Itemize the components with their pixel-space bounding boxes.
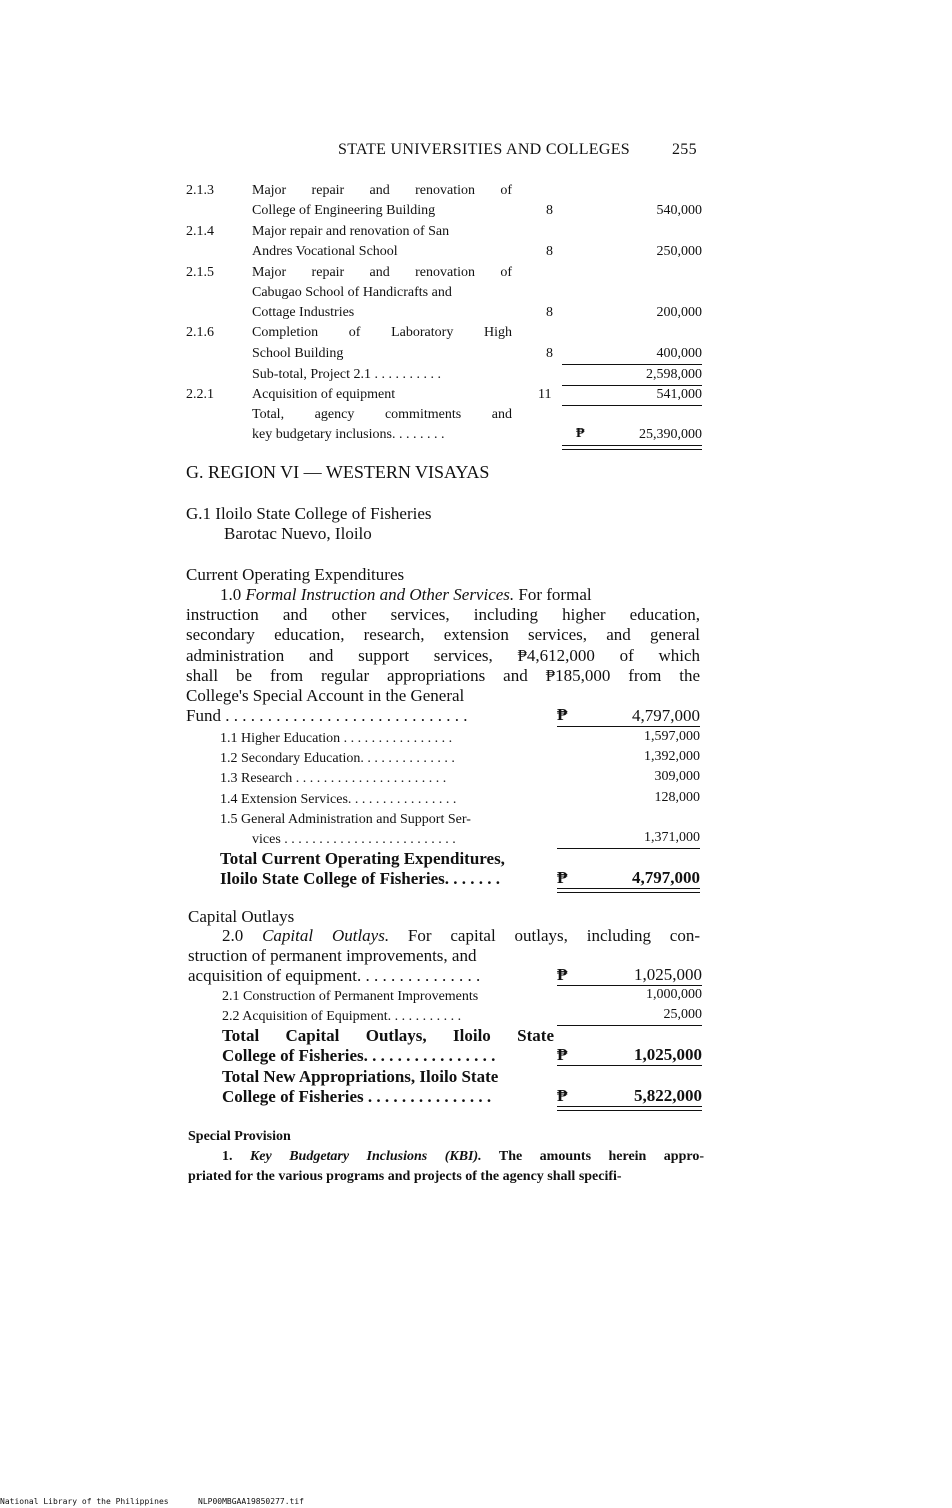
total-amount: 4,797,000 — [632, 868, 700, 887]
breakdown-item: 1.4 Extension Services. . . . . . . . . . . . . . . . — [220, 792, 457, 807]
paragraph-line: administration and support services, ₱4,612,000 of which — [186, 646, 700, 665]
paragraph-line: secondary education, research, extension services, and general — [186, 625, 700, 644]
underline — [562, 364, 702, 365]
item-class: 8 — [546, 244, 553, 259]
paragraph-line: instruction and other services, including higher education, — [186, 605, 700, 624]
item-code: 2.1.5 — [186, 265, 214, 280]
breakdown-amount: 1,371,000 — [644, 830, 700, 845]
running-title: STATE UNIVERSITIES AND COLLEGES — [338, 141, 631, 158]
acquisition-label: acquisition of equipment. . . . . . . . . . . . . . . — [188, 966, 481, 985]
paragraph-title: Key Budgetary Inclusions (KBI). — [249, 1149, 482, 1164]
underline — [562, 385, 702, 386]
paragraph-text: For formal — [514, 585, 592, 604]
item-desc: Major repair and renovation of San — [252, 224, 450, 239]
breakdown-amount: 1,597,000 — [644, 729, 700, 744]
breakdown-item: vices . . . . . . . . . . . . . . . . . . . . . . . . . — [252, 832, 456, 847]
paragraph-text: The amounts herein appro- — [481, 1149, 704, 1164]
total-label: College of Fisheries. . . . . . . . . . . . . . . . — [222, 1046, 496, 1065]
section-heading: Current Operating Expenditures — [186, 565, 405, 584]
acquisition-amount: 1,025,000 — [634, 965, 702, 984]
breakdown-item: 1.3 Research . . . . . . . . . . . . . . . . . . . . . . — [220, 771, 447, 786]
item-class: 11 — [538, 387, 552, 402]
breakdown-item: 2.2 Acquisition of Equipment. . . . . . . . . . . — [222, 1009, 462, 1024]
item-class: 8 — [546, 305, 553, 320]
item-amount: 400,000 — [656, 346, 702, 361]
breakdown-amount: 309,000 — [654, 769, 700, 784]
peso-sign: ₱ — [557, 1045, 568, 1064]
region-heading: G. REGION VI — WESTERN VISAYAS — [186, 462, 490, 482]
item-amount: 540,000 — [656, 203, 702, 218]
new-appropriations-label: Total New Appropriations, Iloilo State — [222, 1067, 499, 1086]
peso-sign: ₱ — [557, 965, 568, 984]
item-desc: Major repair and renovation of — [252, 183, 512, 198]
paragraph-line: College's Special Account in the General — [186, 686, 465, 705]
college-location: Barotac Nuevo, Iloilo — [224, 524, 372, 543]
paragraph-number: 1.0 — [220, 585, 246, 604]
breakdown-amount: 1,000,000 — [646, 987, 702, 1002]
total-label: Total Capital Outlays, Iloilo State — [222, 1026, 554, 1045]
underline — [557, 985, 702, 986]
breakdown-amount: 1,392,000 — [644, 749, 700, 764]
scan-footer-filename: NLP00MBGAA19850277.tif — [198, 1497, 304, 1506]
total-label: Total, agency commitments and — [252, 407, 512, 422]
underline — [557, 848, 700, 849]
paragraph-line: priated for the various programs and projects of the agency shall specifi- — [188, 1169, 622, 1184]
underline — [562, 405, 702, 406]
paragraph-number: 2.0 — [222, 926, 263, 945]
item-code: 2.1.4 — [186, 224, 214, 239]
breakdown-amount: 128,000 — [654, 790, 700, 805]
item-desc: School Building — [252, 346, 344, 361]
scan-footer-source: National Library of the Philippines — [0, 1497, 169, 1506]
paragraph-line — [222, 1149, 704, 1165]
total-amount: 25,390,000 — [639, 427, 702, 442]
fund-label: Fund . . . . . . . . . . . . . . . . . . . . . . . . . . . . . — [186, 706, 468, 725]
breakdown-amount: 25,000 — [663, 1007, 702, 1022]
paragraph-line: struction of permanent improvements, and — [188, 946, 477, 965]
item-desc: Acquisition of equipment — [252, 387, 396, 402]
double-underline — [557, 888, 700, 893]
double-underline — [562, 445, 702, 450]
item-code: 2.1.3 — [186, 183, 214, 198]
item-desc: Completion of Laboratory High — [252, 325, 512, 340]
underline — [557, 1065, 702, 1066]
paragraph-title: Capital Outlays. — [262, 926, 390, 945]
breakdown-item: 1.2 Secondary Education. . . . . . . . . . . . . . — [220, 751, 455, 766]
item-amount: 541,000 — [656, 387, 702, 402]
breakdown-item: 1.5 General Administration and Support Ser- — [220, 812, 471, 827]
paragraph-text: For capital outlays, including con- — [389, 926, 700, 945]
total-label: Iloilo State College of Fisheries. . . . . . . — [220, 869, 500, 888]
item-code: 2.1.6 — [186, 325, 214, 340]
item-desc: Cottage Industries — [252, 305, 355, 320]
fund-amount: 4,797,000 — [632, 706, 700, 725]
page-number: 255 — [672, 141, 697, 158]
total-label: Total Current Operating Expenditures, — [220, 849, 505, 868]
new-appropriations-amount: 5,822,000 — [634, 1086, 702, 1105]
breakdown-item: 2.1 Construction of Permanent Improvements — [222, 989, 479, 1004]
double-underline — [557, 1106, 702, 1111]
new-appropriations-label: College of Fisheries . . . . . . . . . . . . . . . — [222, 1087, 492, 1106]
peso-sign: ₱ — [557, 705, 568, 724]
item-desc: Major repair and renovation of — [252, 265, 512, 280]
item-code: 2.2.1 — [186, 387, 214, 402]
total-amount: 1,025,000 — [634, 1045, 702, 1064]
item-class: 8 — [546, 203, 553, 218]
paragraph-line: shall be from regular appropriations and ₱185,000 from the — [186, 666, 700, 685]
item-class: 8 — [546, 346, 553, 361]
paragraph-title: Formal Instruction and Other Services. — [245, 585, 515, 604]
total-label: key budgetary inclusions. . . . . . . . — [252, 427, 445, 442]
subtotal-amount: 2,598,000 — [646, 367, 702, 382]
section-heading: Capital Outlays — [188, 907, 295, 926]
item-amount: 250,000 — [656, 244, 702, 259]
peso-sign: ₱ — [557, 1086, 568, 1105]
item-amount: 200,000 — [656, 305, 702, 320]
paragraph-number: 1. — [222, 1149, 250, 1164]
item-desc: College of Engineering Building — [252, 203, 436, 218]
paragraph-line — [220, 585, 700, 605]
item-desc: Cabugao School of Handicrafts and — [252, 285, 452, 300]
college-name: G.1 Iloilo State College of Fisheries — [186, 504, 432, 523]
section-heading: Special Provision — [188, 1129, 291, 1144]
subtotal-label: Sub-total, Project 2.1 . . . . . . . . . . — [252, 367, 441, 382]
item-desc: Andres Vocational School — [252, 244, 398, 259]
underline — [557, 726, 700, 727]
underline — [557, 1025, 702, 1026]
peso-sign: ₱ — [557, 868, 568, 887]
breakdown-item: 1.1 Higher Education . . . . . . . . . . . . . . . . — [220, 731, 453, 746]
paragraph-line — [222, 926, 700, 946]
peso-sign: ₱ — [576, 426, 585, 441]
